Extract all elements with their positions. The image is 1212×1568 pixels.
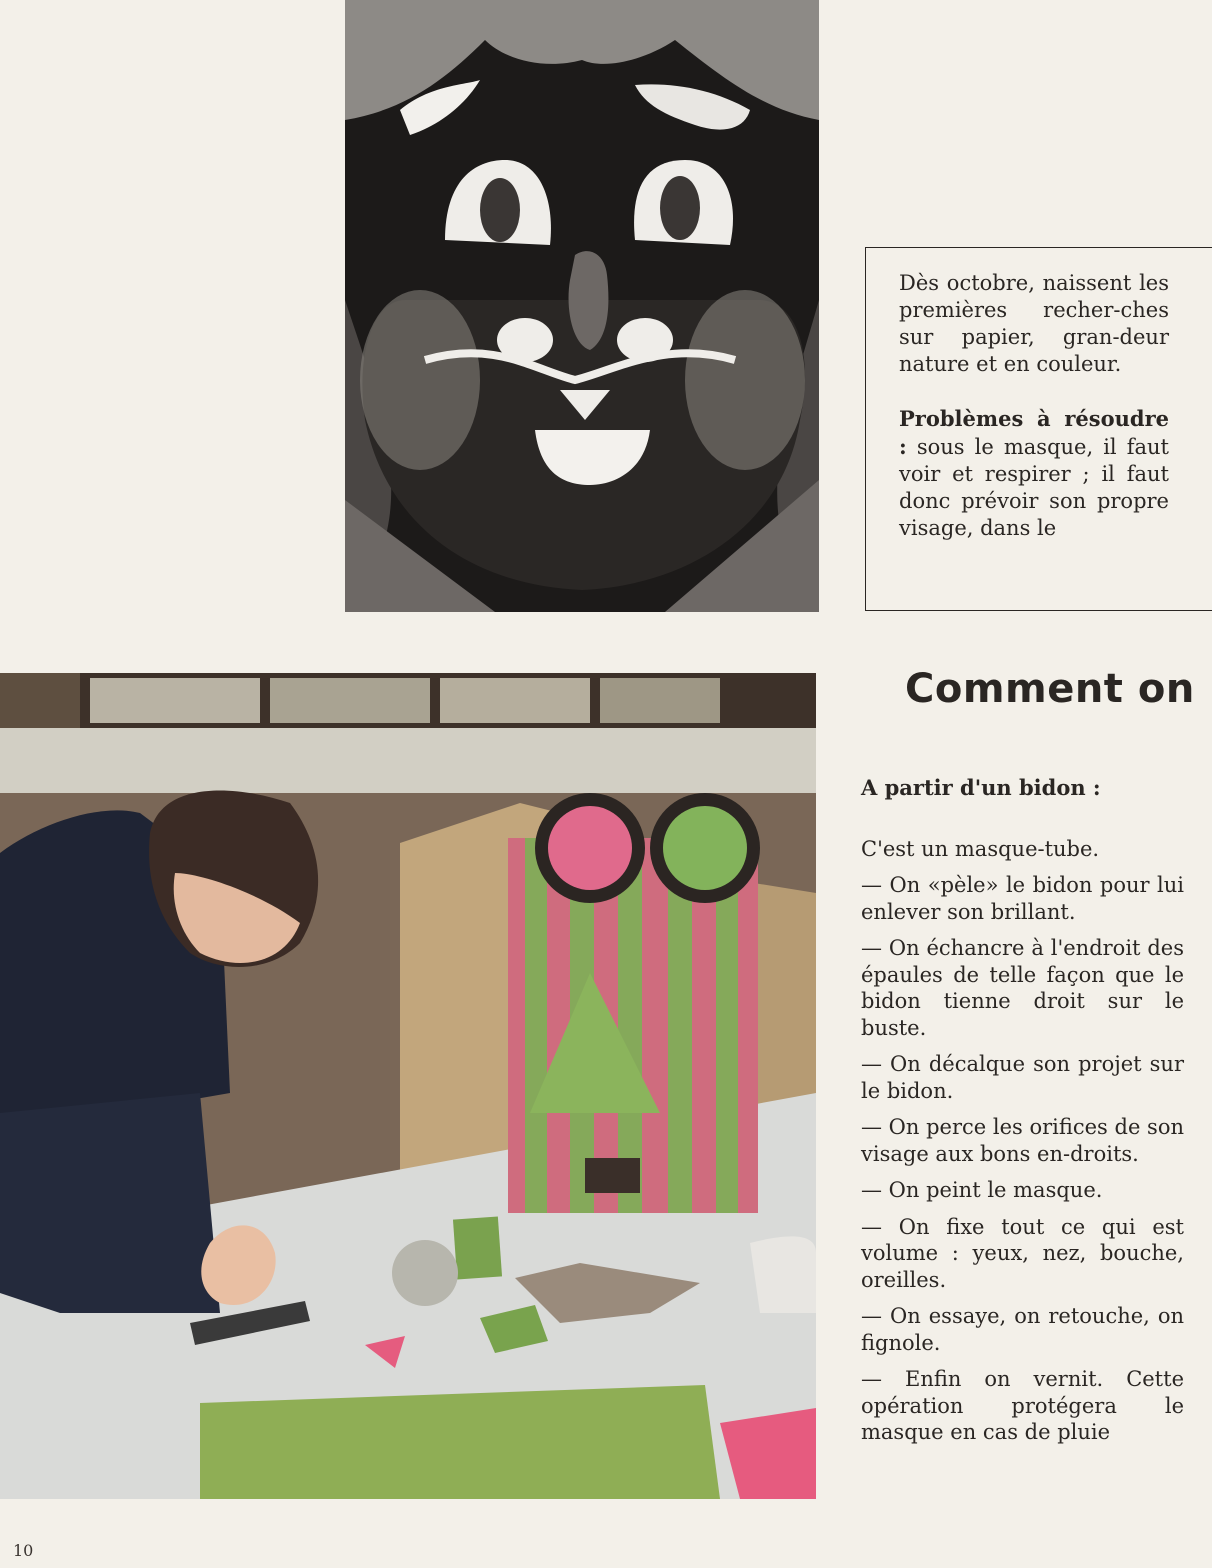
instructions-column (861, 775, 1184, 1456)
step-item: — On échancre à l'endroit des épaules de telle façon que le bidon tienne droit sur le buste. (861, 936, 1184, 1040)
child-making-mask-illustration (0, 673, 816, 1499)
step-item: — On peint le masque. (861, 1178, 1103, 1202)
page-number: 10 (13, 1541, 34, 1560)
step-item: — On «pèle» le bidon pour lui enlever son brillant. (861, 873, 1184, 924)
cat-mask-painting-photo (345, 0, 819, 612)
intro-text-box (865, 247, 1212, 611)
section-subheading: A partir d'un bidon : (861, 775, 1101, 800)
step-item: — Enfin on vernit. Cette opération protégera le masque en cas de pluie (861, 1367, 1184, 1444)
intro-line: C'est un masque-tube. (861, 836, 1100, 861)
cat-mask-painting-illustration (345, 0, 819, 612)
step-item: — On décalque son projet sur le bidon. (861, 1052, 1184, 1103)
step-item: — On essaye, on retouche, on fignole. (861, 1304, 1184, 1355)
step-item: — On perce les orifices de son visage aux bons en-droits. (861, 1115, 1184, 1166)
section-heading: Comment on (905, 666, 1195, 712)
step-item: — On fixe tout ce qui est volume : yeux, nez, bouche, oreilles. (861, 1214, 1184, 1292)
child-making-mask-photo (0, 673, 816, 1499)
intro-paragraph: Dès octobre, naissent les premières recher-ches sur papier, gran-deur nature et en couleur. (899, 271, 1169, 376)
problems-body: sous le masque, il faut voir et respirer ; il faut donc prévoir son propre visage, dans le (899, 435, 1169, 540)
problems-paragraph (899, 405, 1169, 542)
problems-title: Problèmes à résoudre : (899, 406, 1169, 459)
